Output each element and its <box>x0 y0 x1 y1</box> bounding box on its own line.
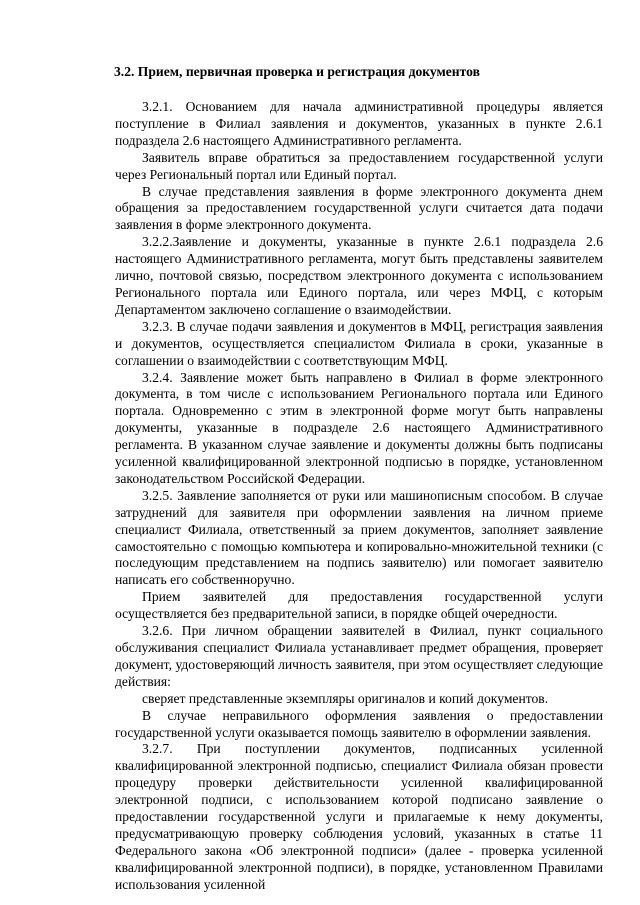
paragraph-portal-option: Заявитель вправе обратиться за предоставлением государственной услуги через Региональный портал или Единый портал. <box>115 149 603 182</box>
paragraph-3-2-6: 3.2.6. При личном обращении заявителей в Филиал, пункт социального обслуживания специалист Филиала устанавливает предмет обращения, проверяет документ, удостоверяющий личность заявителя, при этом осуществляет следующие действия: <box>115 623 603 689</box>
paragraph-reception-order: Прием заявителей для предоставления государственной услуги осуществляется без предварительной записи, в порядке общей очередности. <box>115 589 603 622</box>
paragraph-3-2-5: 3.2.5. Заявление заполняется от руки или машинописным способом. В случае затруднений для заявителя при оформлении заявления на личном приеме специалист Филиала, ответственный за прием документов, заполняет заявление самостоятельно с помощью компьютера и копировально-множительной техники (с последующим представлением на подпись заявителю) или помогает заявителю написать его собственноручно. <box>115 487 603 588</box>
paragraph-help-filling: В случае неправильного оформления заявления о предоставлении государственной услуги оказывается помощь заявителю в оформлении заявления. <box>115 707 603 740</box>
document-body <box>115 95 603 894</box>
paragraph-3-2-7: 3.2.7. При поступлении документов, подписанных усиленной квалифицированной электронной подписью, специалист Филиала обязан провести процедуру проверки действительности усиленной квалифицированной электронной подписи, с использованием которой подписано заявление о предоставлении государственной услуги и прилагаемые к нему документы, предусматривающую проверку соблюдения условий, указанных в статье 11 Федерального закона «Об электронной подписи» (далее - проверка усиленной квалифицированной электронной подписи), в порядке, установленном Правилами использования усиленной <box>115 741 603 892</box>
paragraph-3-2-3: 3.2.3. В случае подачи заявления и документов в МФЦ, регистрация заявления и документов, осуществляется специалистом Филиала в сроки, указанные в соглашении о взаимодействии с соответствующим МФЦ. <box>115 318 603 368</box>
paragraph-verify-copies: сверяет представленные экземпляры оригиналов и копий документов. <box>142 690 549 706</box>
paragraph-3-2-4: 3.2.4. Заявление может быть направлено в Филиал в форме электронного документа, в том числе с использованием Регионального портала или Единого портала. Одновременно с этим в электронной форме могут быть направлены документы, указанные в подразделе 2.6 настоящего Административного регламента. В указанном случае заявление и документы должны быть подписаны усиленной квалифицированной электронной подписью в порядке, установленном законодательством Российской Федерации. <box>115 369 603 486</box>
paragraph-3-2-2: 3.2.2.Заявление и документы, указанные в пункте 2.6.1 подраздела 2.6 настоящего Административного регламента, могут быть представлены заявителем лично, почтовой связью, посредством электронного документа с использованием Регионального портала или Единого портала, или через МФЦ, с которым Департаментом заключено соглашение о взаимодействии. <box>115 234 603 317</box>
paragraph-electronic-date: В случае представления заявления в форме электронного документа днем обращения за предоставлением государственной услуги считается дата подачи заявления в форме электронного документа. <box>115 183 603 233</box>
section-heading: 3.2. Прием, первичная проверка и регистрация документов <box>114 64 480 79</box>
paragraph-3-2-1: 3.2.1. Основанием для начала административной процедуры является поступление в Филиал заявления и документов, указанных в пункте 2.6.1 подраздела 2.6 настоящего Административного регламента. <box>115 99 603 148</box>
